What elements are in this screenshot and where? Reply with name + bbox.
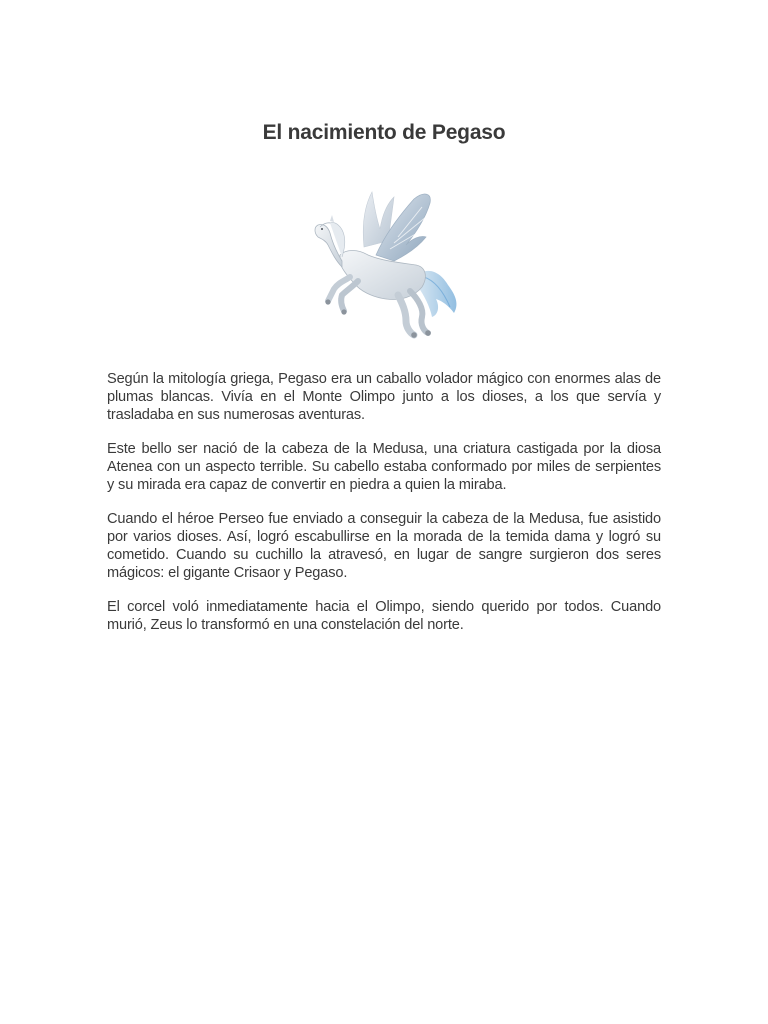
paragraph-1: Según la mitología griega, Pegaso era un caballo volador mágico con enormes alas de plumas blancas. Vivía en el Monte Olimpo junto a los dioses, a los que servía y trasladaba en sus numerosas aventuras. bbox=[107, 371, 661, 423]
paragraph-3: Cuando el héroe Perseo fue enviado a conseguir la cabeza de la Medusa, fue asistido por varios dioses. Así, logró escabullirse en la morada de la temida dama y logró su cometido. Cuando su cuchillo la atravesó, en lugar de sangre surgieron dos seres mágicos: el gigante Crisaor y Pegaso. bbox=[107, 511, 661, 581]
pegasus-icon bbox=[302, 177, 468, 347]
paragraph-4: El corcel voló inmediatamente hacia el Olimpo, siendo querido por todos. Cuando murió, Zeus lo transformó en una constelación del norte. bbox=[107, 599, 661, 633]
page-title: El nacimiento de Pegaso bbox=[262, 121, 506, 144]
paragraph-2: Este bello ser nació de la cabeza de la Medusa, una criatura castigada por la diosa Atenea con un aspecto terrible. Su cabello estaba conformado por miles de serpientes y su mirada era capaz de convertir en piedra a quien la miraba. bbox=[107, 441, 661, 493]
document-body bbox=[107, 370, 661, 650]
pegasus-illustration bbox=[302, 177, 468, 347]
